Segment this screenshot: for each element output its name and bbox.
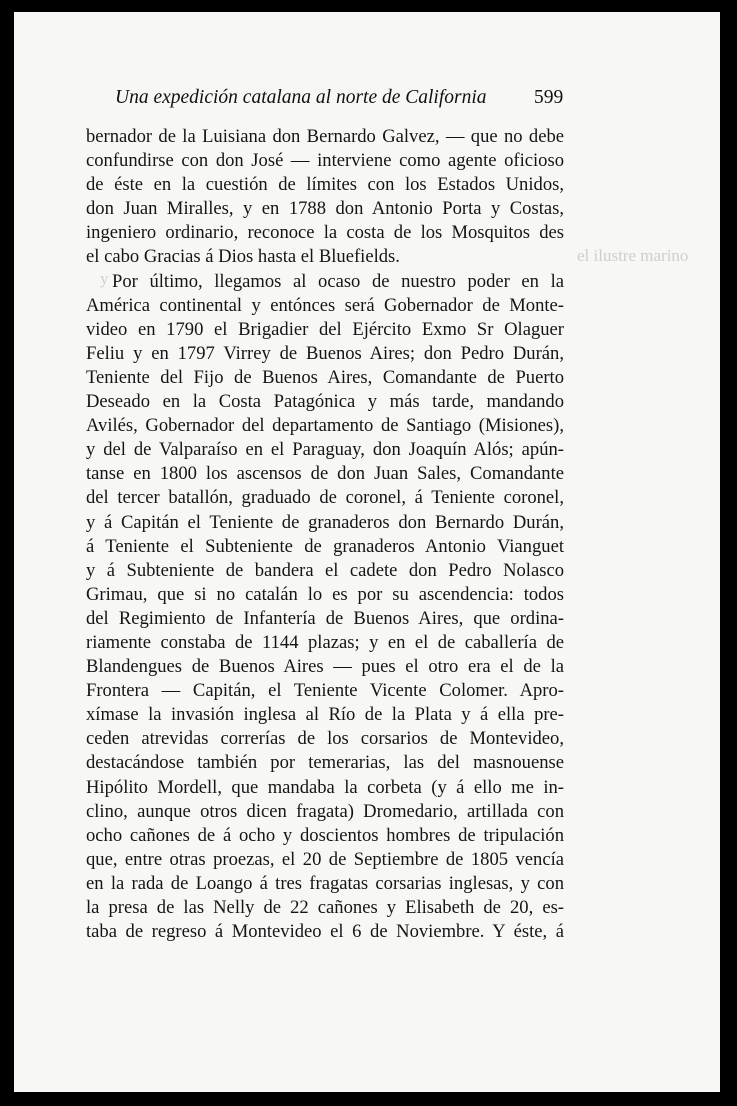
text-line: confundirse con don José — interviene como agente oficioso: [86, 150, 564, 172]
text-line: América continental y entónces será Gobernador de Monte-: [86, 294, 564, 316]
text-line: y del de Valparaíso en el Paraguay, don Joaquín Alós; apún-: [86, 439, 564, 461]
text-line: clino, aunque otros dicen fragata) Dromedario, artillada con: [86, 800, 564, 822]
text-line: taba de regreso á Montevideo el 6 de Noviembre. Y éste, á: [86, 921, 564, 943]
text-line: ocho cañones de á ocho y doscientos hombres de tripulación: [86, 824, 564, 846]
text-line: en la rada de Loango á tres fragatas corsarias inglesas, y con: [86, 872, 564, 894]
text-line: la presa de las Nelly de 22 cañones y Elisabeth de 20, es-: [86, 897, 564, 918]
body-text: [86, 125, 564, 944]
text-line: á Teniente el Subteniente de granaderos Antonio Vianguet: [86, 535, 564, 557]
page-number: 599: [534, 87, 564, 108]
text-line: riamente constaba de 1144 plazas; y en el de caballería de: [86, 631, 564, 653]
text-line: Blandengues de Buenos Aires — pues el otro era el de la: [86, 656, 564, 678]
text-line: ceden atrevidas correrías de los corsarios de Montevideo,: [86, 728, 564, 750]
text-line: don Juan Miralles, y en 1788 don Antonio Porta y Costas,: [86, 198, 564, 220]
text-line: del tercer batallón, graduado de coronel, á Teniente coronel,: [86, 487, 564, 509]
text-line: Grimau, que si no catalán lo es por su ascendencia: todos: [86, 583, 564, 605]
show-through-text: el ilustre marino: [577, 246, 689, 265]
text-line: destacándose también por temerarias, las del masnouense: [86, 752, 564, 774]
text-line: y á Capitán el Teniente de granaderos don Bernardo Durán,: [86, 511, 564, 533]
running-header: [14, 87, 720, 117]
text-line: Frontera — Capitán, el Teniente Vicente Colomer. Apro-: [86, 680, 564, 702]
text-line: y á Subteniente de bandera el cadete don Pedro Nolasco: [86, 559, 564, 581]
text-line: ingeniero ordinario, reconoce la costa de los Mosquitos des: [86, 222, 564, 244]
text-line: del Regimiento de Infantería de Buenos Aires, que ordina-: [86, 607, 564, 629]
text-line: de éste en la cuestión de límites con los Estados Unidos,: [86, 174, 564, 196]
text-line: Teniente del Fijo de Buenos Aires, Comandante de Puerto: [86, 366, 564, 388]
text-line: Hipólito Mordell, que mandaba la corbeta (y á ello me in-: [86, 776, 564, 798]
text-line: Avilés, Gobernador del departamento de Santiago (Misiones),: [86, 415, 564, 437]
text-line: bernador de la Luisiana don Bernardo Galvez, — que no debe: [86, 126, 564, 147]
text-line: xímase la invasión inglesa al Río de la Plata y á ella pre-: [86, 704, 564, 726]
document-page: [14, 12, 720, 1092]
show-through-text: y: [100, 269, 109, 288]
text-line: Deseado en la Costa Patagónica y más tarde, mandando: [86, 391, 564, 413]
text-line: Por último, llegamos al ocaso de nuestro poder en la: [112, 270, 564, 292]
text-line: tanse en 1800 los ascensos de don Juan Sales, Comandante: [86, 463, 564, 485]
text-line: que, entre otras proezas, el 20 de Septiembre de 1805 vencía: [86, 848, 564, 870]
text-line: el cabo Gracias á Dios hasta el Bluefields.: [86, 246, 400, 268]
text-line: video en 1790 el Brigadier del Ejército Exmo Sr Olaguer: [86, 318, 564, 340]
text-line: Feliu y en 1797 Virrey de Buenos Aires; don Pedro Durán,: [86, 342, 564, 364]
running-title: Una expedición catalana al norte de California: [115, 87, 487, 108]
